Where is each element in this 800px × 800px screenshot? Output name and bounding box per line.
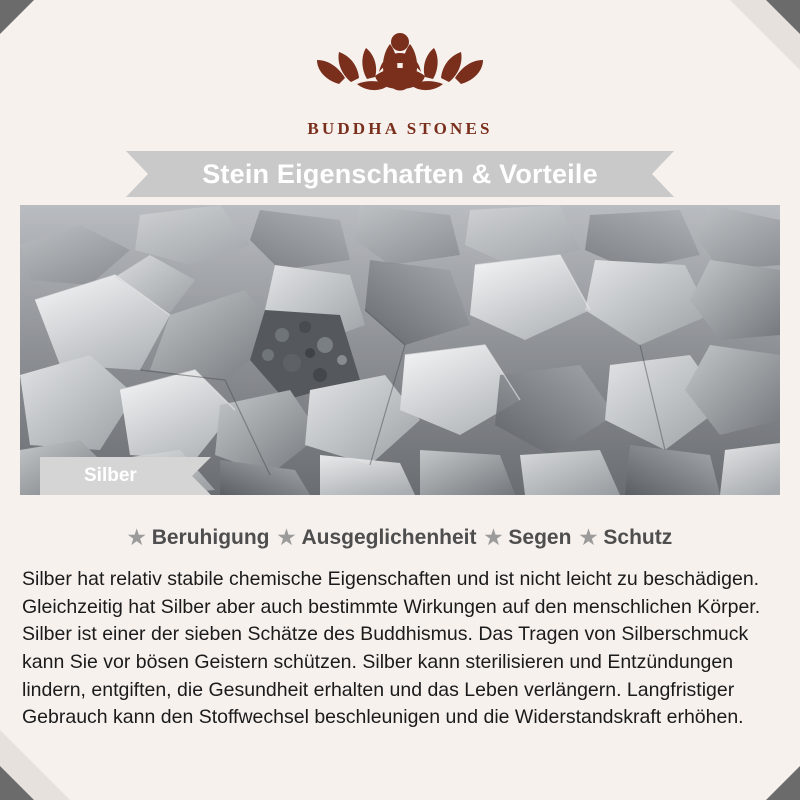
stone-name-label — [40, 457, 192, 495]
hero-image — [20, 205, 780, 495]
page-title: Stein Eigenschaften & Vorteile — [202, 159, 598, 189]
keyword-list — [0, 525, 800, 550]
keyword-item: Segen — [508, 526, 572, 549]
star-icon: ★ — [579, 527, 598, 549]
keyword-item: Schutz — [603, 526, 673, 549]
star-icon: ★ — [127, 527, 146, 549]
keyword-item: Beruhigung — [151, 526, 270, 549]
corner-accent-bottom-right — [766, 766, 800, 800]
star-icon: ★ — [484, 527, 503, 549]
brand-logo — [0, 0, 800, 139]
lotus-buddha-icon — [0, 22, 800, 113]
brand-name: BUDDHA STONES — [307, 119, 493, 138]
star-icon: ★ — [277, 527, 296, 549]
stone-name-text: Silber — [84, 465, 137, 486]
title-banner — [0, 151, 800, 197]
corner-accent-bottom-left — [0, 766, 34, 800]
description-text: Silber hat relativ stabile chemische Eigenschaften und ist nicht leicht zu beschädigen. Gleichzeitig hat Silber aber auch bestimmte Wirkungen auf den menschlichen Körper. Silber ist einer der sieben Schätze des Buddhismus. Das Tragen von Silberschmuck kann Sie vor bösen Geistern schützen. Silber kann sterilisieren und Entzündungen lindern, entgiften, die Gesundheit erhalten und das Leben verlängern. Langfristiger Gebrauch kann den Stoffwechsel beschleunigen und die Widerstandskraft erhöhen. — [22, 568, 761, 729]
keyword-item: Ausgeglichenheit — [301, 526, 477, 549]
silver-ore-stones-photo — [20, 205, 780, 495]
